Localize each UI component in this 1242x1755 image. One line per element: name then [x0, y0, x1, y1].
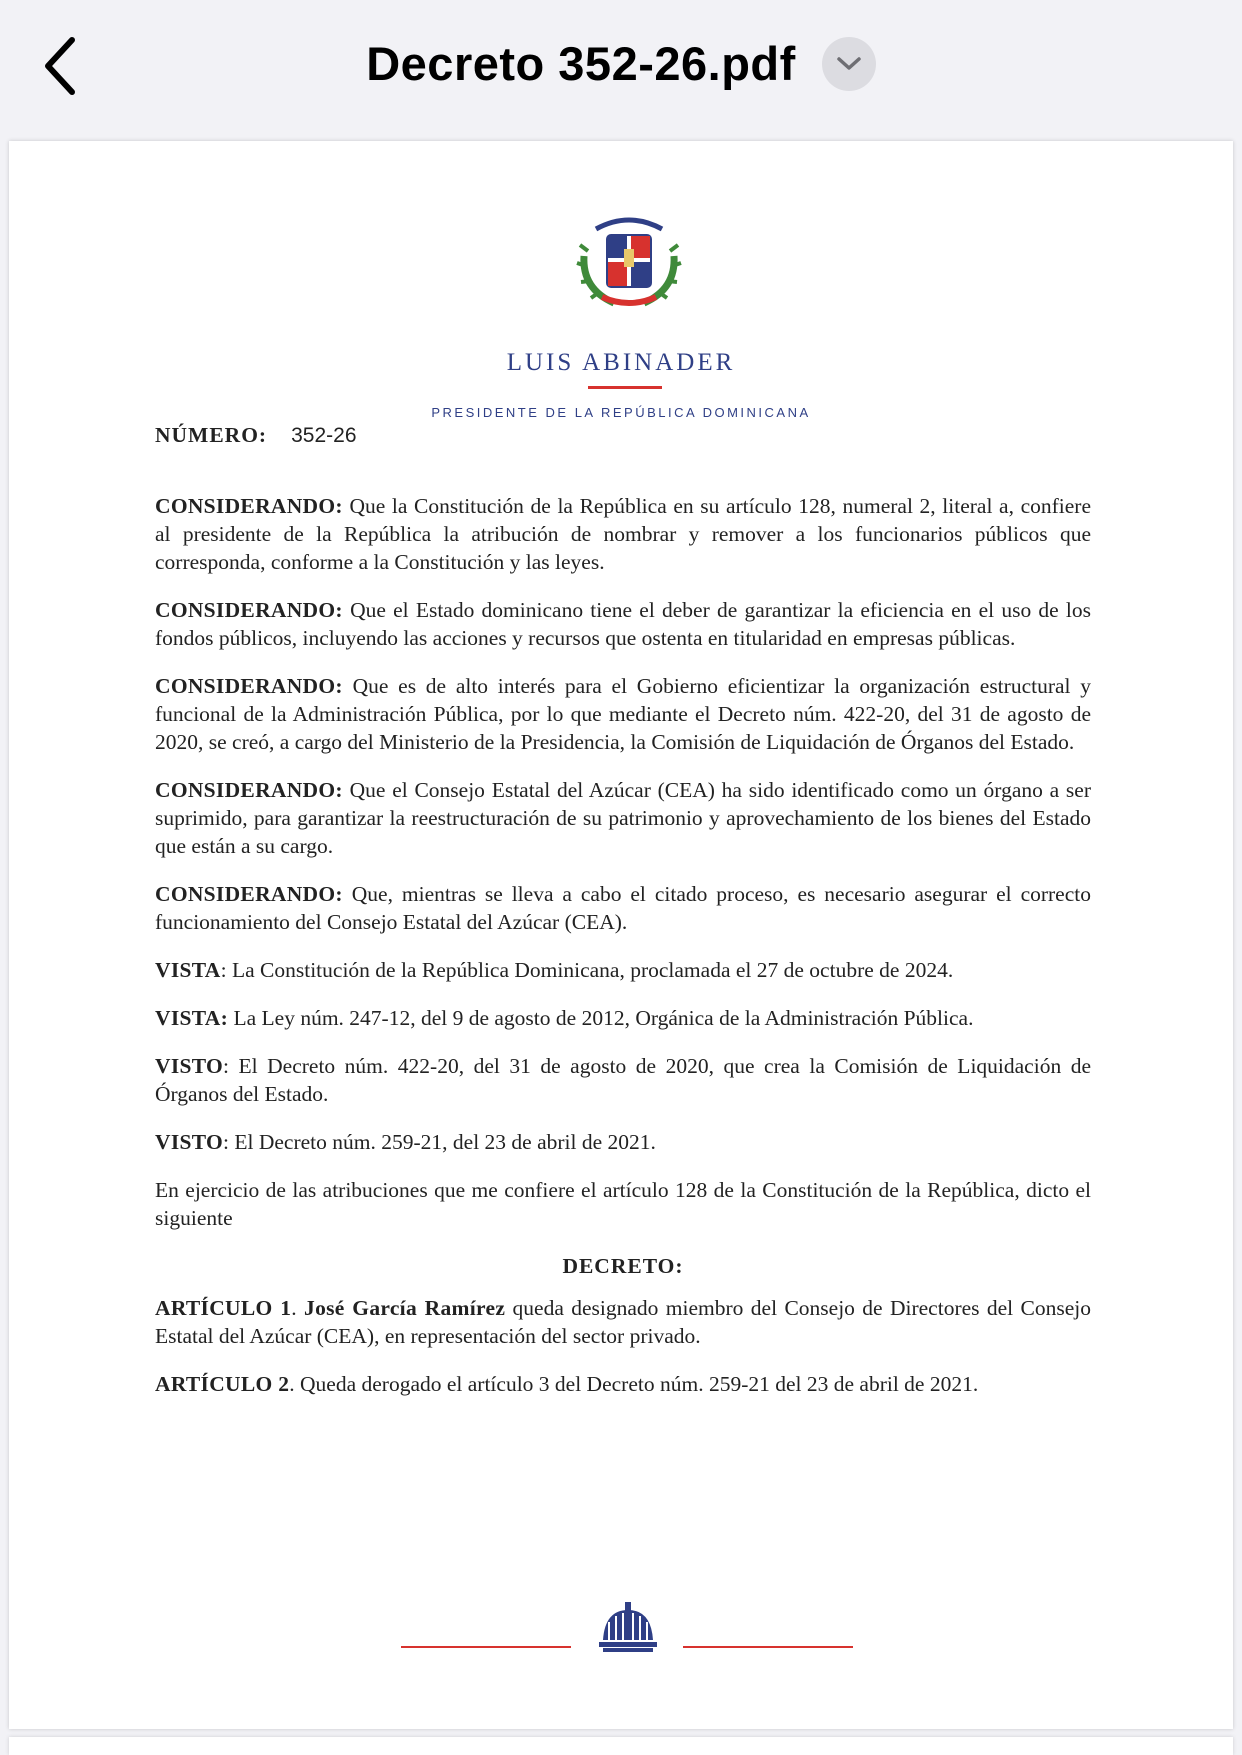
- decree-body: [155, 492, 1091, 1398]
- paragraph-text: : El Decreto núm. 422-20, del 31 de agosto de 2020, que crea la Comisión de Liquidación de Órganos del Estado.: [155, 1054, 1091, 1106]
- file-options-button[interactable]: [822, 37, 876, 91]
- paragraph-label: VISTO: [155, 1130, 224, 1154]
- paragraph-text: Que, mientras se lleva a cabo el citado proceso, es necesario asegurar el correcto funcionamiento del Consejo Estatal del Azúcar (CEA).: [155, 882, 1091, 934]
- file-title-bar: [0, 36, 1242, 91]
- article-label: ARTÍCULO 1: [155, 1296, 292, 1320]
- decreto-heading: DECRETO:: [562, 1254, 684, 1278]
- paragraph-text: Que la Constitución de la República en su artículo 128, numeral 2, literal a, confiere al presidente de la República la atribución de nombrar y remover a los funcionarios públicos que corresponda, conforme a la Constitución y las leyes.: [155, 494, 1091, 574]
- top-bar: [0, 0, 1242, 134]
- decree-number: [155, 423, 357, 448]
- visto-2: [155, 1128, 1091, 1156]
- coat-of-arms-icon: [574, 211, 684, 311]
- article-label: ARTÍCULO 2: [155, 1372, 290, 1396]
- file-title: Decreto 352-26.pdf: [366, 37, 796, 90]
- decree-number-label: NÚMERO:: [155, 423, 268, 447]
- visto-1: [155, 1052, 1091, 1108]
- palace-dome-icon: [597, 1600, 659, 1658]
- article-separator: .: [291, 1296, 305, 1320]
- name-underline: [588, 386, 662, 389]
- paragraph-text: : La Constitución de la República Dominicana, proclamada el 27 de octubre de 2024.: [220, 958, 954, 982]
- articulo-2: [155, 1370, 1091, 1398]
- president-name: LUIS ABINADER: [506, 349, 736, 376]
- paragraph-label: VISTO: [155, 1054, 224, 1078]
- considerando-4: [155, 776, 1091, 860]
- considerando-5: [155, 880, 1091, 936]
- article-text: queda designado miembro del Consejo de Directores del Consejo Estatal del Azúcar (CEA), en representación del sector privado.: [155, 1296, 1092, 1348]
- articulo-1: [155, 1294, 1091, 1350]
- president-role: PRESIDENTE DE LA REPÚBLICA DOMINICANA: [431, 405, 811, 420]
- chevron-down-icon: [836, 56, 862, 72]
- paragraph-label: CONSIDERANDO:: [155, 494, 343, 518]
- footer-rule-left: [401, 1646, 571, 1648]
- paragraph-label: VISTA: [155, 958, 221, 982]
- paragraph-label: CONSIDERANDO:: [155, 598, 343, 622]
- considerando-3: [155, 672, 1091, 756]
- vista-2: [155, 1004, 1091, 1032]
- appointee-name: José García Ramírez: [304, 1296, 506, 1320]
- ejercicio-paragraph: [155, 1176, 1091, 1232]
- paragraph-label: VISTA:: [155, 1006, 229, 1030]
- footer-rule-right: [683, 1646, 853, 1648]
- paragraph-text: Que el Estado dominicano tiene el deber de garantizar la eficiencia en el uso de los fondos públicos, incluyendo las acciones y recursos que ostenta en titularidad en empresas públicas.: [155, 598, 1091, 650]
- article-text: . Queda derogado el artículo 3 del Decreto núm. 259-21 del 23 de abril de 2021.: [289, 1372, 979, 1396]
- paragraph-text: Que el Consejo Estatal del Azúcar (CEA) ha sido identificado como un órgano a ser suprimido, para garantizar la reestructuración de su patrimonio y aprovechamiento de los bienes del Estado que están a su cargo.: [155, 778, 1091, 858]
- paragraph-text: Que es de alto interés para el Gobierno eficientizar la organización estructural y funcional de la Administración Pública, por lo que mediante el Decreto núm. 422-20, del 31 de agosto de 2020, se creó, a cargo del Ministerio de la Presidencia, la Comisión de Liquidación de Órganos del Estado.: [155, 674, 1091, 754]
- next-page-edge[interactable]: [9, 1737, 1233, 1755]
- paragraph-text: En ejercicio de las atribuciones que me confiere el artículo 128 de la Constitución de la República, dicto el siguiente: [155, 1178, 1091, 1230]
- considerando-1: [155, 492, 1091, 576]
- vista-1: [155, 956, 1091, 984]
- pdf-page[interactable]: [9, 141, 1233, 1729]
- paragraph-label: CONSIDERANDO:: [155, 882, 343, 906]
- considerando-2: [155, 596, 1091, 652]
- paragraph-text: La Ley núm. 247-12, del 9 de agosto de 2012, Orgánica de la Administración Pública.: [228, 1006, 974, 1030]
- paragraph-label: CONSIDERANDO:: [155, 778, 343, 802]
- paragraph-text: : El Decreto núm. 259-21, del 23 de abril de 2021.: [223, 1130, 656, 1154]
- paragraph-label: CONSIDERANDO:: [155, 674, 343, 698]
- decree-number-value: 352-26: [291, 424, 357, 447]
